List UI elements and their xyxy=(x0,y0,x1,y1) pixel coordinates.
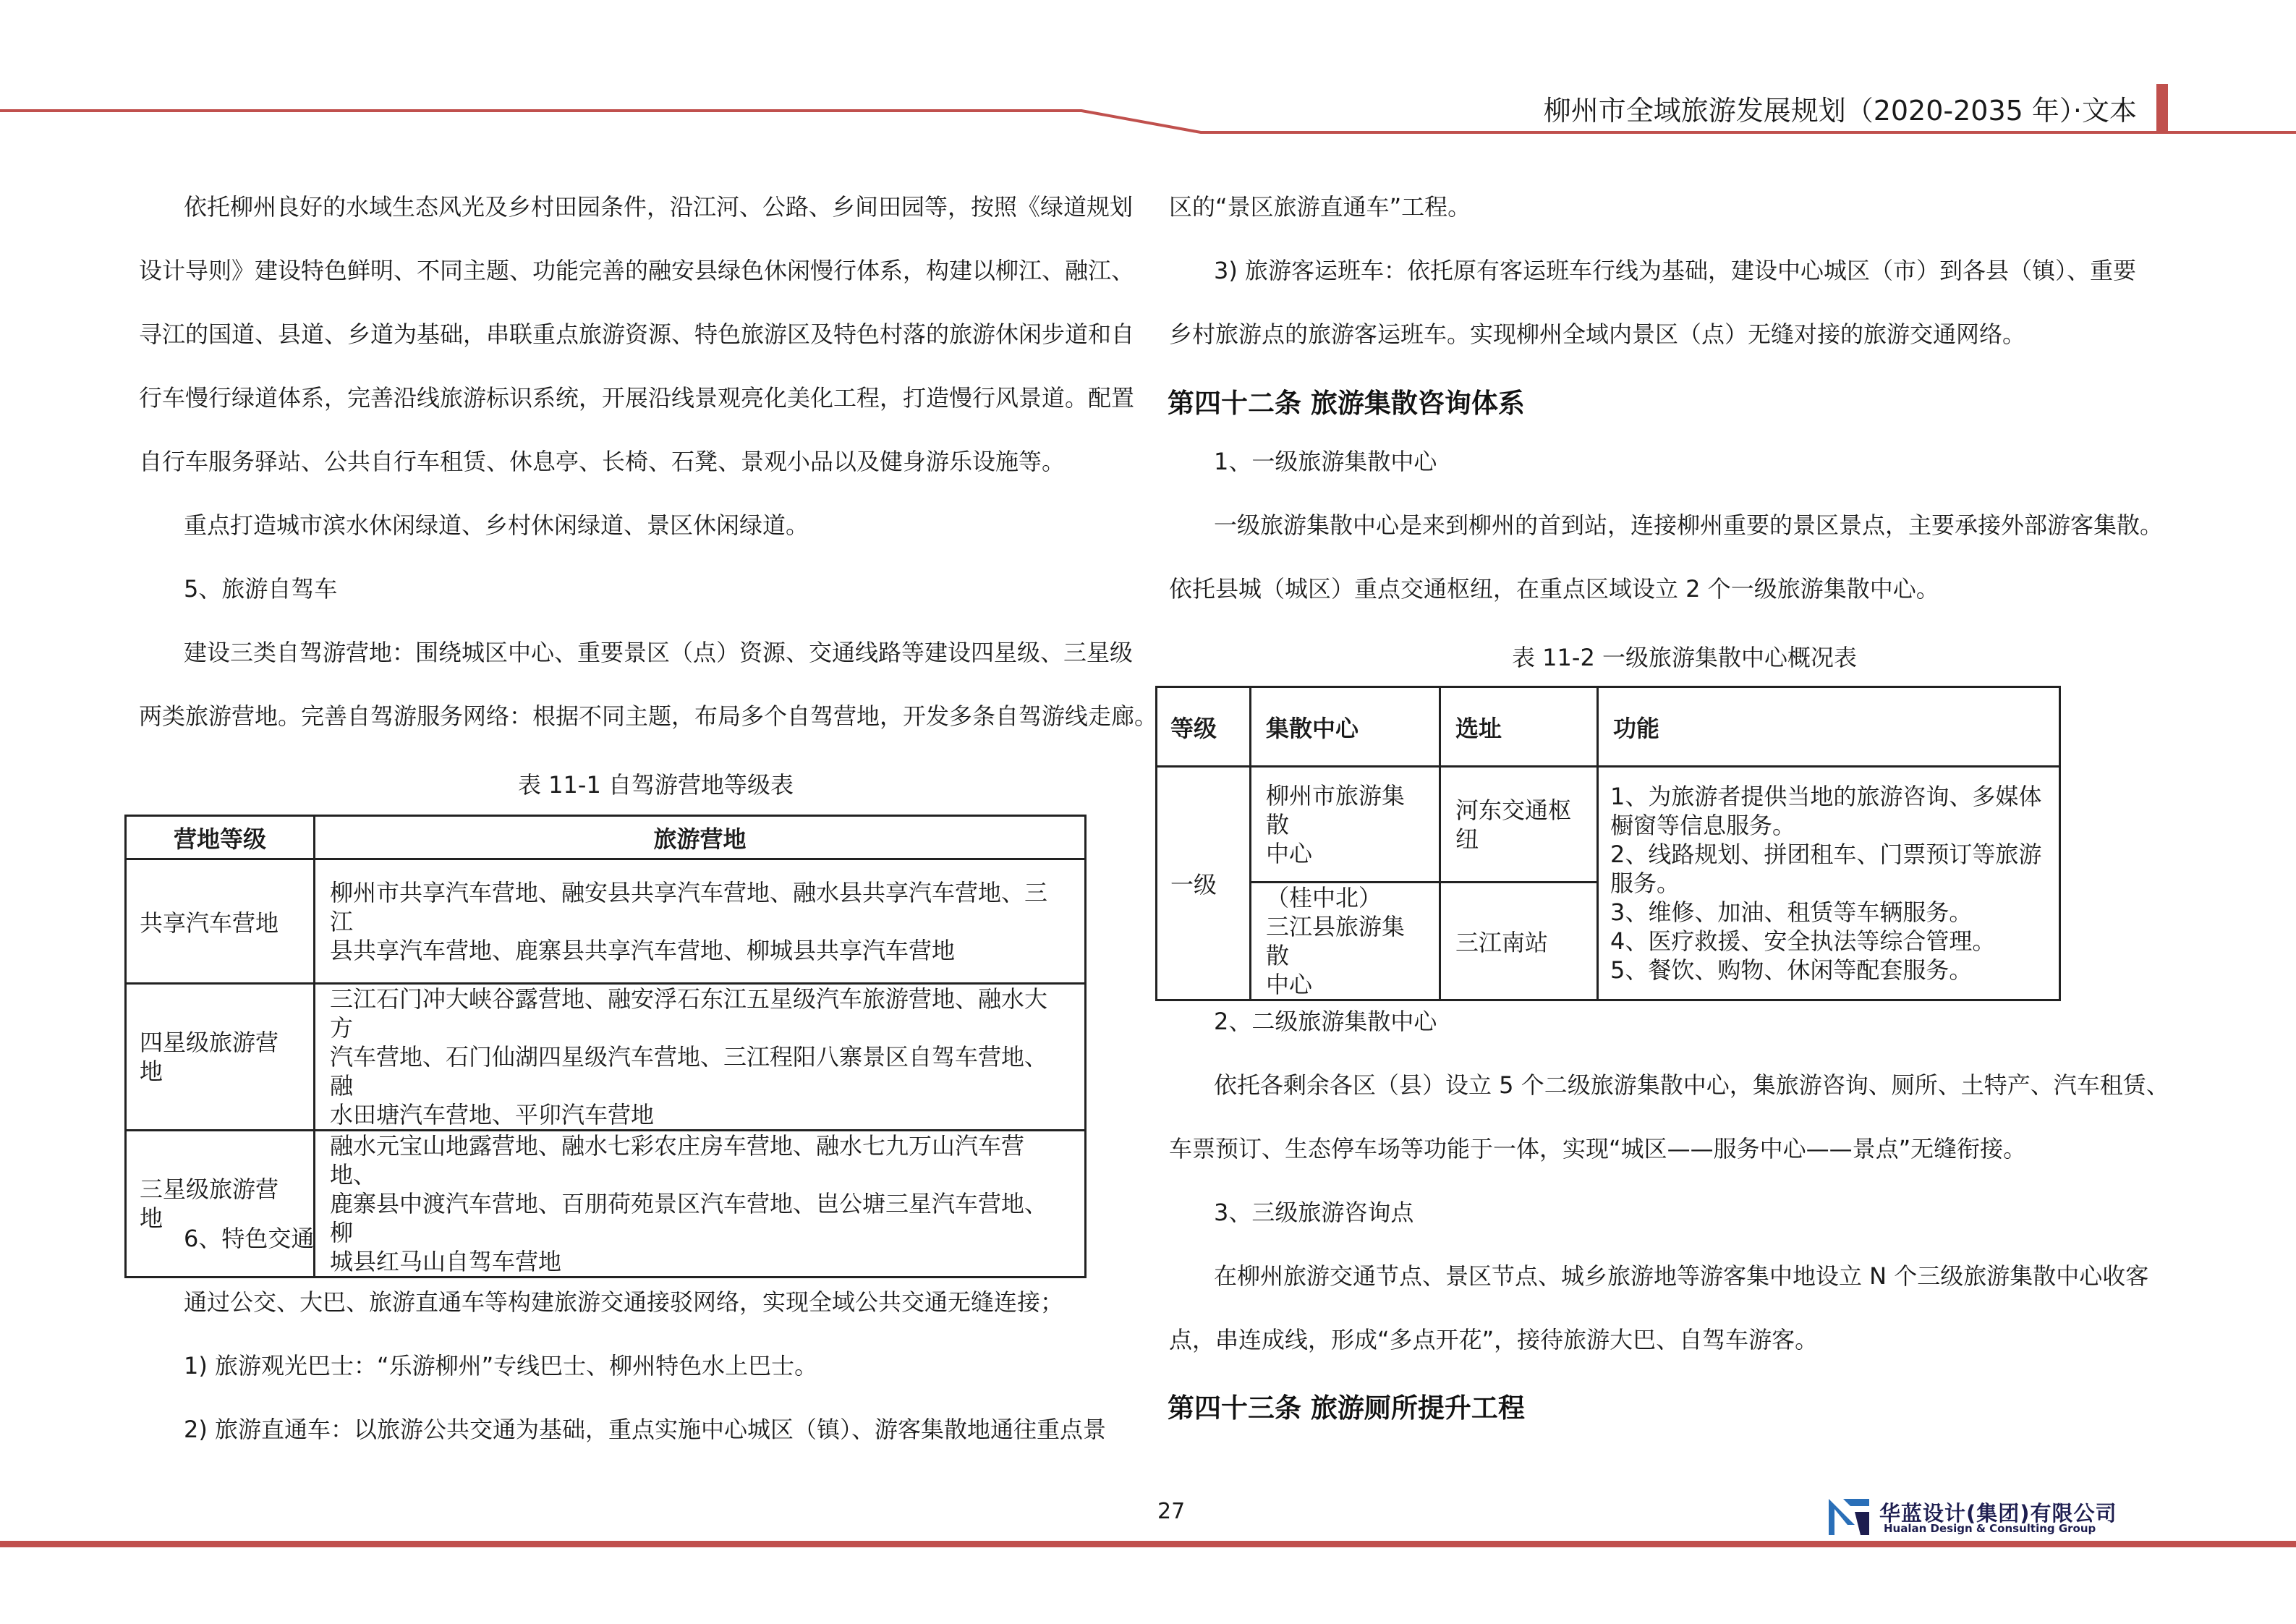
paragraph-line: 点，串连成线，形成“多点开花”，接待旅游大巴、自驾车游客。 xyxy=(1169,1326,1819,1353)
company-name-english: Hualan Design & Consulting Group xyxy=(1884,1522,2096,1535)
table-caption: 表 11-1 自驾游营地等级表 xyxy=(518,771,794,799)
paragraph-line: 乡村旅游点的旅游客运班车。实现柳州全域内景区（点）无缝对接的旅游交通网络。 xyxy=(1169,320,2026,348)
sites-cell: 三江石门冲大峡谷露营地、融安浮石东江五星级汽车旅游营地、融水大方 汽车营地、石门仙湖四星级汽车营地、三江程阳八寨景区自驾车营地、融 水田塘汽车营地、平卯汽车营地 xyxy=(315,984,1086,1131)
table-header-cell: 集散中心 xyxy=(1251,687,1440,767)
list-item-heading: 1、一级旅游集散中心 xyxy=(1214,448,1437,475)
functions-cell: 1、为旅游者提供当地的旅游咨询、多媒体 橱窗等信息服务。 2、线路规划、拼团租车、门票预订等旅游 服务。 3、维修、加油、租赁等车辆服务。 4、医疗救援、安全执法等综合管理。 5、餐饮、购物、休闲等配套服务。 xyxy=(1598,767,2060,1000)
footer-rule xyxy=(0,1541,2296,1547)
sites-cell: 柳州市共享汽车营地、融安县共享汽车营地、融水县共享汽车营地、三江 县共享汽车营地、鹿寨县共享汽车营地、柳城县共享汽车营地 xyxy=(315,859,1086,984)
paragraph-line: 自行车服务驿站、公共自行车租赁、休息亭、长椅、石凳、景观小品以及健身游乐设施等。 xyxy=(139,448,1066,475)
paragraph-line: 车票预订、生态停车场等功能于一体，实现“城区——服务中心——景点”无缝衔接。 xyxy=(1169,1135,2027,1162)
campsite-grade-table xyxy=(124,815,1087,1278)
table-row xyxy=(1157,767,2060,883)
grade-cell: 共享汽车营地 xyxy=(126,859,315,984)
article-heading: 第四十三条 旅游厕所提升工程 xyxy=(1168,1393,1525,1424)
table-header-cell: 营地等级 xyxy=(126,816,315,859)
paragraph: 2) 旅游直通车：以旅游公共交通为基础，重点实施中心城区（镇）、游客集散地通往重点景 xyxy=(184,1416,1107,1443)
list-item-heading: 6、特色交通 xyxy=(184,1225,315,1252)
paragraph-line: 两类旅游营地。完善自驾游服务网络：根据不同主题，布局多个自驾营地，开发多条自驾游线走廊。 xyxy=(139,702,1158,730)
paragraph-line: 在柳州旅游交通节点、景区节点、城乡旅游地等游客集中地设立 N 个三级旅游集散中心收客 xyxy=(1214,1262,2149,1290)
paragraph-line: 依托各剩余各区（县）设立 5 个二级旅游集散中心，集旅游咨询、厕所、土特产、汽车租赁、 xyxy=(1214,1071,2169,1099)
level-cell: 一级 xyxy=(1157,767,1251,1000)
table-row xyxy=(126,1131,1086,1277)
table-header-cell: 等级 xyxy=(1157,687,1251,767)
site-cell: 三江南站 xyxy=(1440,883,1598,1000)
center-name-cell: 柳州市旅游集散 中心 xyxy=(1251,767,1440,883)
header-accent-bar xyxy=(2156,84,2168,132)
paragraph-line: 寻江的国道、县道、乡道为基础，串联重点旅游资源、特色旅游区及特色村落的旅游休闲步道和自 xyxy=(139,320,1135,348)
distribution-center-table xyxy=(1155,686,2061,1001)
company-logo-icon xyxy=(1826,1496,1874,1538)
center-name-cell: （桂中北） 三江县旅游集散 中心 xyxy=(1251,883,1440,1000)
table-caption: 表 11-2 一级旅游集散中心概况表 xyxy=(1512,644,1857,671)
paragraph-line: 一级旅游集散中心是来到柳州的首到站，连接柳州重要的景区景点，主要承接外部游客集散。 xyxy=(1214,511,2164,539)
table-row xyxy=(126,984,1086,1131)
table-header-cell: 选址 xyxy=(1440,687,1598,767)
document-header-title: 柳州市全域旅游发展规划（2020-2035 年）·文本 xyxy=(1543,95,2137,127)
list-item-heading: 3、三级旅游咨询点 xyxy=(1214,1199,1414,1226)
paragraph-line: 建设三类自驾游营地：围绕城区中心、重要景区（点）资源、交通线路等建设四星级、三星级 xyxy=(184,639,1134,666)
paragraph: 重点打造城市滨水休闲绿道、乡村休闲绿道、景区休闲绿道。 xyxy=(184,511,809,539)
grade-cell: 四星级旅游营 地 xyxy=(126,984,315,1131)
paragraph: 通过公交、大巴、旅游直通车等构建旅游交通接驳网络，实现全域公共交通无缝连接； xyxy=(184,1288,1064,1316)
paragraph-line: 3) 旅游客运班车：依托原有客运班车行线为基础，建设中心城区（市）到各县（镇）、重要 xyxy=(1214,257,2137,284)
list-item-heading: 2、二级旅游集散中心 xyxy=(1214,1008,1437,1035)
grade-cell: 三星级旅游营 地 xyxy=(126,1131,315,1277)
table-header-cell: 功能 xyxy=(1598,687,2060,767)
table-row xyxy=(126,859,1086,984)
sites-cell: 融水元宝山地露营地、融水七彩农庄房车营地、融水七九万山汽车营地、 鹿寨县中渡汽车营地、百朋荷苑景区汽车营地、岜公塘三星汽车营地、柳 城县红马山自驾车营地 xyxy=(315,1131,1086,1277)
paragraph-line: 依托柳州良好的水域生态风光及乡村田园条件，沿江河、公路、乡间田园等，按照《绿道规划 xyxy=(184,193,1134,221)
page-number: 27 xyxy=(1157,1499,1186,1524)
site-cell: 河东交通枢 纽 xyxy=(1440,767,1598,883)
company-name: 华蓝设计(集团)有限公司 xyxy=(1879,1501,2117,1526)
list-item-heading: 5、旅游自驾车 xyxy=(184,575,338,603)
paragraph-line: 设计导则》建设特色鲜明、不同主题、功能完善的融安县绿色休闲慢行体系，构建以柳江、融江、 xyxy=(139,257,1135,284)
paragraph: 1) 旅游观光巴士：“乐游柳州”专线巴士、柳州特色水上巴士。 xyxy=(184,1352,818,1379)
table-header-cell: 旅游营地 xyxy=(315,816,1086,859)
paragraph: 区的“景区旅游直通车”工程。 xyxy=(1169,193,1471,221)
paragraph-line: 行车慢行绿道体系，完善沿线旅游标识系统，开展沿线景观亮化美化工程，打造慢行风景道。配置 xyxy=(139,384,1135,412)
paragraph-line: 依托县城（城区）重点交通枢纽，在重点区域设立 2 个一级旅游集散中心。 xyxy=(1169,575,1939,603)
article-heading: 第四十二条 旅游集散咨询体系 xyxy=(1168,388,1525,419)
